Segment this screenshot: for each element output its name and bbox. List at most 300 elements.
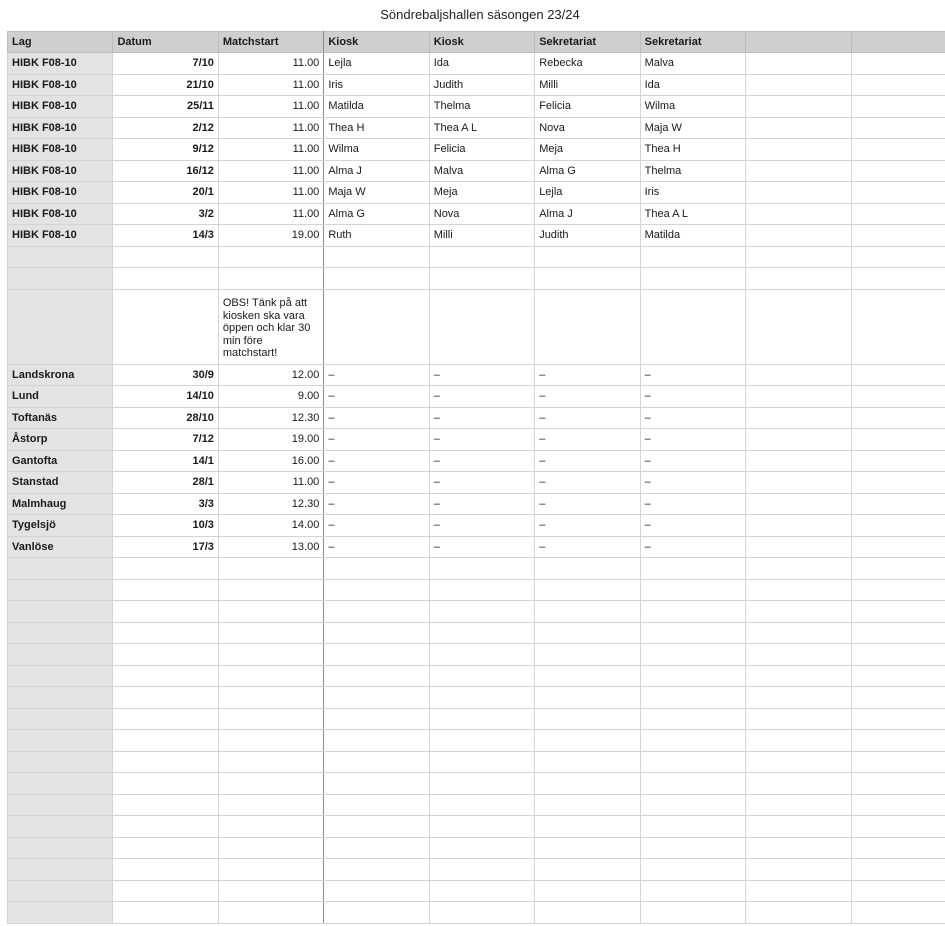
cell-datum[interactable]: 28/1: [113, 472, 218, 494]
cell-empty[interactable]: [535, 558, 640, 580]
cell-empty[interactable]: [113, 708, 218, 730]
cell-kiosk[interactable]: Thea A L: [429, 117, 534, 139]
cell-empty[interactable]: [851, 880, 945, 902]
note-cell[interactable]: OBS! Tänk på att kiosken ska vara öppen och klar 30 min före matchstart!: [218, 289, 323, 364]
cell-matchstart[interactable]: 16.00: [218, 450, 323, 472]
cell-lag[interactable]: [8, 601, 113, 623]
cell-sekretariat[interactable]: Lejla: [535, 182, 640, 204]
header-cell[interactable]: Datum: [113, 32, 218, 53]
header-cell[interactable]: Lag: [8, 32, 113, 53]
cell-kiosk[interactable]: –: [324, 364, 429, 386]
cell-empty[interactable]: [851, 289, 945, 364]
cell-empty[interactable]: [113, 859, 218, 881]
cell-kiosk[interactable]: Milli: [429, 225, 534, 247]
cell-empty[interactable]: [640, 601, 745, 623]
cell-empty[interactable]: [746, 139, 851, 161]
cell-kiosk[interactable]: –: [324, 536, 429, 558]
cell-matchstart[interactable]: 14.00: [218, 515, 323, 537]
cell-kiosk[interactable]: –: [324, 472, 429, 494]
cell-empty[interactable]: [429, 622, 534, 644]
cell-empty[interactable]: [640, 579, 745, 601]
cell-empty[interactable]: [113, 687, 218, 709]
cell-empty[interactable]: [429, 708, 534, 730]
cell-empty[interactable]: [640, 859, 745, 881]
cell-lag[interactable]: [8, 687, 113, 709]
cell-lag[interactable]: [8, 816, 113, 838]
cell-empty[interactable]: [746, 160, 851, 182]
cell-empty[interactable]: [324, 622, 429, 644]
cell-sekretariat[interactable]: –: [640, 515, 745, 537]
cell-empty[interactable]: [851, 386, 945, 408]
cell-empty[interactable]: [746, 601, 851, 623]
cell-empty[interactable]: [324, 773, 429, 795]
cell-sekretariat[interactable]: Malva: [640, 53, 745, 75]
cell-empty[interactable]: [218, 558, 323, 580]
cell-empty[interactable]: [851, 730, 945, 752]
cell-lag[interactable]: HIBK F08-10: [8, 139, 113, 161]
cell-datum[interactable]: 14/1: [113, 450, 218, 472]
cell-lag[interactable]: [8, 665, 113, 687]
cell-lag[interactable]: [8, 773, 113, 795]
cell-lag[interactable]: [8, 880, 113, 902]
cell-empty[interactable]: [324, 859, 429, 881]
cell-empty[interactable]: [113, 289, 218, 364]
cell-empty[interactable]: [851, 708, 945, 730]
cell-kiosk[interactable]: –: [324, 450, 429, 472]
cell-empty[interactable]: [535, 644, 640, 666]
cell-empty[interactable]: [113, 794, 218, 816]
cell-empty[interactable]: [324, 880, 429, 902]
cell-empty[interactable]: [218, 773, 323, 795]
cell-empty[interactable]: [218, 837, 323, 859]
cell-empty[interactable]: [113, 837, 218, 859]
cell-empty[interactable]: [640, 730, 745, 752]
cell-matchstart[interactable]: 11.00: [218, 203, 323, 225]
cell-empty[interactable]: [640, 773, 745, 795]
cell-kiosk[interactable]: Matilda: [324, 96, 429, 118]
cell-empty[interactable]: [851, 53, 945, 75]
cell-matchstart[interactable]: 11.00: [218, 53, 323, 75]
cell-lag[interactable]: [8, 289, 113, 364]
cell-empty[interactable]: [746, 96, 851, 118]
cell-empty[interactable]: [113, 773, 218, 795]
header-cell[interactable]: Kiosk: [429, 32, 534, 53]
cell-sekretariat[interactable]: –: [535, 429, 640, 451]
cell-empty[interactable]: [746, 859, 851, 881]
cell-empty[interactable]: [851, 579, 945, 601]
cell-empty[interactable]: [429, 773, 534, 795]
cell-kiosk[interactable]: –: [324, 407, 429, 429]
cell-sekretariat[interactable]: Ida: [640, 74, 745, 96]
cell-empty[interactable]: [851, 558, 945, 580]
cell-kiosk[interactable]: –: [429, 429, 534, 451]
cell-sekretariat[interactable]: Alma G: [535, 160, 640, 182]
cell-sekretariat[interactable]: –: [640, 493, 745, 515]
cell-sekretariat[interactable]: –: [640, 450, 745, 472]
cell-lag[interactable]: [8, 246, 113, 268]
cell-sekretariat[interactable]: –: [640, 386, 745, 408]
cell-empty[interactable]: [429, 289, 534, 364]
cell-empty[interactable]: [535, 579, 640, 601]
cell-empty[interactable]: [851, 429, 945, 451]
cell-kiosk[interactable]: Ida: [429, 53, 534, 75]
cell-lag[interactable]: [8, 708, 113, 730]
cell-datum[interactable]: 25/11: [113, 96, 218, 118]
cell-empty[interactable]: [113, 902, 218, 924]
cell-kiosk[interactable]: Ruth: [324, 225, 429, 247]
cell-lag[interactable]: [8, 268, 113, 290]
cell-empty[interactable]: [218, 751, 323, 773]
cell-empty[interactable]: [746, 450, 851, 472]
cell-empty[interactable]: [746, 644, 851, 666]
cell-empty[interactable]: [113, 730, 218, 752]
cell-sekretariat[interactable]: –: [535, 364, 640, 386]
cell-empty[interactable]: [218, 859, 323, 881]
cell-lag[interactable]: Tygelsjö: [8, 515, 113, 537]
cell-sekretariat[interactable]: –: [535, 472, 640, 494]
cell-empty[interactable]: [113, 751, 218, 773]
cell-sekretariat[interactable]: –: [640, 536, 745, 558]
cell-empty[interactable]: [851, 246, 945, 268]
cell-matchstart[interactable]: 11.00: [218, 74, 323, 96]
cell-kiosk[interactable]: Meja: [429, 182, 534, 204]
cell-datum[interactable]: 21/10: [113, 74, 218, 96]
cell-empty[interactable]: [324, 601, 429, 623]
cell-empty[interactable]: [851, 225, 945, 247]
cell-empty[interactable]: [218, 687, 323, 709]
cell-matchstart[interactable]: 11.00: [218, 182, 323, 204]
cell-empty[interactable]: [746, 182, 851, 204]
cell-empty[interactable]: [851, 837, 945, 859]
cell-matchstart[interactable]: 11.00: [218, 472, 323, 494]
cell-kiosk[interactable]: –: [429, 515, 534, 537]
cell-empty[interactable]: [851, 859, 945, 881]
cell-kiosk[interactable]: Thea H: [324, 117, 429, 139]
cell-matchstart[interactable]: 12.00: [218, 364, 323, 386]
cell-kiosk[interactable]: Alma J: [324, 160, 429, 182]
cell-kiosk[interactable]: Thelma: [429, 96, 534, 118]
cell-empty[interactable]: [324, 794, 429, 816]
cell-empty[interactable]: [535, 773, 640, 795]
cell-empty[interactable]: [429, 730, 534, 752]
cell-datum[interactable]: 3/2: [113, 203, 218, 225]
cell-empty[interactable]: [851, 407, 945, 429]
cell-empty[interactable]: [535, 687, 640, 709]
cell-empty[interactable]: [113, 268, 218, 290]
cell-empty[interactable]: [746, 74, 851, 96]
cell-kiosk[interactable]: Nova: [429, 203, 534, 225]
cell-empty[interactable]: [851, 450, 945, 472]
cell-sekretariat[interactable]: –: [535, 386, 640, 408]
cell-datum[interactable]: 10/3: [113, 515, 218, 537]
cell-sekretariat[interactable]: Judith: [535, 225, 640, 247]
cell-sekretariat[interactable]: –: [640, 407, 745, 429]
cell-empty[interactable]: [324, 751, 429, 773]
cell-empty[interactable]: [640, 558, 745, 580]
cell-empty[interactable]: [746, 902, 851, 924]
cell-datum[interactable]: 14/10: [113, 386, 218, 408]
cell-empty[interactable]: [218, 880, 323, 902]
cell-empty[interactable]: [113, 558, 218, 580]
cell-empty[interactable]: [746, 289, 851, 364]
cell-matchstart[interactable]: 11.00: [218, 96, 323, 118]
cell-empty[interactable]: [640, 880, 745, 902]
cell-empty[interactable]: [746, 429, 851, 451]
cell-empty[interactable]: [851, 644, 945, 666]
cell-sekretariat[interactable]: –: [640, 429, 745, 451]
cell-lag[interactable]: [8, 837, 113, 859]
cell-sekretariat[interactable]: Iris: [640, 182, 745, 204]
cell-empty[interactable]: [218, 794, 323, 816]
cell-empty[interactable]: [113, 579, 218, 601]
cell-empty[interactable]: [746, 622, 851, 644]
cell-lag[interactable]: [8, 751, 113, 773]
cell-matchstart[interactable]: 19.00: [218, 429, 323, 451]
cell-empty[interactable]: [746, 246, 851, 268]
cell-empty[interactable]: [113, 246, 218, 268]
cell-kiosk[interactable]: –: [429, 536, 534, 558]
cell-matchstart[interactable]: 19.00: [218, 225, 323, 247]
cell-lag[interactable]: [8, 859, 113, 881]
cell-empty[interactable]: [429, 246, 534, 268]
cell-lag[interactable]: Malmhaug: [8, 493, 113, 515]
cell-empty[interactable]: [851, 74, 945, 96]
cell-empty[interactable]: [640, 837, 745, 859]
cell-kiosk[interactable]: Alma G: [324, 203, 429, 225]
cell-empty[interactable]: [746, 268, 851, 290]
cell-lag[interactable]: Lund: [8, 386, 113, 408]
cell-empty[interactable]: [429, 268, 534, 290]
cell-empty[interactable]: [324, 644, 429, 666]
cell-empty[interactable]: [218, 665, 323, 687]
cell-empty[interactable]: [746, 493, 851, 515]
cell-lag[interactable]: [8, 644, 113, 666]
cell-empty[interactable]: [218, 902, 323, 924]
cell-sekretariat[interactable]: Rebecka: [535, 53, 640, 75]
cell-empty[interactable]: [113, 601, 218, 623]
cell-empty[interactable]: [746, 665, 851, 687]
cell-empty[interactable]: [429, 558, 534, 580]
cell-empty[interactable]: [746, 816, 851, 838]
cell-empty[interactable]: [324, 268, 429, 290]
header-cell[interactable]: Kiosk: [324, 32, 429, 53]
cell-empty[interactable]: [324, 816, 429, 838]
cell-empty[interactable]: [640, 644, 745, 666]
cell-empty[interactable]: [851, 268, 945, 290]
cell-empty[interactable]: [324, 665, 429, 687]
cell-empty[interactable]: [429, 665, 534, 687]
cell-empty[interactable]: [324, 558, 429, 580]
cell-empty[interactable]: [851, 794, 945, 816]
cell-lag[interactable]: [8, 579, 113, 601]
cell-empty[interactable]: [746, 203, 851, 225]
cell-matchstart[interactable]: 12.30: [218, 493, 323, 515]
cell-empty[interactable]: [746, 837, 851, 859]
cell-empty[interactable]: [429, 859, 534, 881]
cell-kiosk[interactable]: –: [324, 515, 429, 537]
cell-empty[interactable]: [746, 53, 851, 75]
cell-empty[interactable]: [640, 665, 745, 687]
cell-empty[interactable]: [218, 268, 323, 290]
cell-empty[interactable]: [535, 708, 640, 730]
cell-empty[interactable]: [113, 644, 218, 666]
cell-lag[interactable]: HIBK F08-10: [8, 96, 113, 118]
cell-empty[interactable]: [535, 902, 640, 924]
cell-empty[interactable]: [429, 601, 534, 623]
cell-empty[interactable]: [851, 160, 945, 182]
header-cell[interactable]: Matchstart: [218, 32, 323, 53]
cell-empty[interactable]: [851, 96, 945, 118]
cell-sekretariat[interactable]: Matilda: [640, 225, 745, 247]
cell-lag[interactable]: HIBK F08-10: [8, 74, 113, 96]
cell-lag[interactable]: Gantofta: [8, 450, 113, 472]
header-cell[interactable]: [746, 32, 851, 53]
cell-empty[interactable]: [746, 579, 851, 601]
cell-empty[interactable]: [218, 644, 323, 666]
cell-empty[interactable]: [746, 880, 851, 902]
cell-empty[interactable]: [851, 472, 945, 494]
cell-empty[interactable]: [746, 472, 851, 494]
cell-empty[interactable]: [746, 751, 851, 773]
cell-empty[interactable]: [535, 880, 640, 902]
cell-kiosk[interactable]: –: [429, 386, 534, 408]
header-cell[interactable]: Sekretariat: [535, 32, 640, 53]
cell-sekretariat[interactable]: Meja: [535, 139, 640, 161]
cell-empty[interactable]: [218, 708, 323, 730]
cell-kiosk[interactable]: Judith: [429, 74, 534, 96]
cell-empty[interactable]: [429, 644, 534, 666]
cell-empty[interactable]: [324, 837, 429, 859]
cell-kiosk[interactable]: –: [324, 493, 429, 515]
cell-empty[interactable]: [746, 794, 851, 816]
cell-sekretariat[interactable]: Alma J: [535, 203, 640, 225]
cell-datum[interactable]: 28/10: [113, 407, 218, 429]
cell-empty[interactable]: [851, 902, 945, 924]
cell-empty[interactable]: [640, 708, 745, 730]
cell-empty[interactable]: [113, 816, 218, 838]
cell-lag[interactable]: [8, 902, 113, 924]
cell-empty[interactable]: [535, 246, 640, 268]
cell-lag[interactable]: HIBK F08-10: [8, 225, 113, 247]
cell-datum[interactable]: 7/12: [113, 429, 218, 451]
cell-empty[interactable]: [324, 730, 429, 752]
cell-empty[interactable]: [851, 751, 945, 773]
cell-sekretariat[interactable]: Felicia: [535, 96, 640, 118]
cell-empty[interactable]: [429, 794, 534, 816]
cell-empty[interactable]: [851, 687, 945, 709]
cell-empty[interactable]: [746, 773, 851, 795]
cell-empty[interactable]: [640, 687, 745, 709]
cell-lag[interactable]: Toftanäs: [8, 407, 113, 429]
cell-empty[interactable]: [851, 665, 945, 687]
cell-empty[interactable]: [746, 730, 851, 752]
cell-empty[interactable]: [851, 364, 945, 386]
cell-empty[interactable]: [640, 902, 745, 924]
cell-sekretariat[interactable]: Milli: [535, 74, 640, 96]
cell-matchstart[interactable]: 11.00: [218, 160, 323, 182]
cell-sekretariat[interactable]: –: [535, 493, 640, 515]
cell-sekretariat[interactable]: Thelma: [640, 160, 745, 182]
cell-empty[interactable]: [113, 665, 218, 687]
cell-matchstart[interactable]: 13.00: [218, 536, 323, 558]
cell-kiosk[interactable]: –: [429, 364, 534, 386]
cell-empty[interactable]: [746, 515, 851, 537]
cell-empty[interactable]: [218, 816, 323, 838]
cell-empty[interactable]: [429, 751, 534, 773]
cell-empty[interactable]: [851, 622, 945, 644]
cell-lag[interactable]: HIBK F08-10: [8, 117, 113, 139]
cell-empty[interactable]: [640, 246, 745, 268]
cell-matchstart[interactable]: 11.00: [218, 117, 323, 139]
cell-empty[interactable]: [640, 751, 745, 773]
cell-sekretariat[interactable]: Thea H: [640, 139, 745, 161]
cell-empty[interactable]: [851, 773, 945, 795]
cell-empty[interactable]: [324, 902, 429, 924]
cell-sekretariat[interactable]: –: [535, 450, 640, 472]
cell-kiosk[interactable]: Felicia: [429, 139, 534, 161]
cell-empty[interactable]: [429, 687, 534, 709]
cell-empty[interactable]: [218, 622, 323, 644]
cell-lag[interactable]: [8, 622, 113, 644]
cell-empty[interactable]: [218, 246, 323, 268]
cell-empty[interactable]: [535, 794, 640, 816]
cell-matchstart[interactable]: 11.00: [218, 139, 323, 161]
cell-lag[interactable]: [8, 730, 113, 752]
cell-sekretariat[interactable]: Maja W: [640, 117, 745, 139]
cell-empty[interactable]: [851, 493, 945, 515]
cell-empty[interactable]: [640, 794, 745, 816]
cell-lag[interactable]: [8, 794, 113, 816]
cell-empty[interactable]: [324, 579, 429, 601]
cell-empty[interactable]: [535, 751, 640, 773]
cell-kiosk[interactable]: –: [429, 450, 534, 472]
cell-datum[interactable]: 16/12: [113, 160, 218, 182]
cell-kiosk[interactable]: Lejla: [324, 53, 429, 75]
cell-kiosk[interactable]: Malva: [429, 160, 534, 182]
cell-matchstart[interactable]: 12.30: [218, 407, 323, 429]
cell-lag[interactable]: [8, 558, 113, 580]
cell-empty[interactable]: [851, 816, 945, 838]
cell-empty[interactable]: [746, 708, 851, 730]
cell-empty[interactable]: [851, 601, 945, 623]
cell-datum[interactable]: 9/12: [113, 139, 218, 161]
cell-empty[interactable]: [851, 515, 945, 537]
cell-empty[interactable]: [324, 687, 429, 709]
cell-empty[interactable]: [429, 902, 534, 924]
cell-empty[interactable]: [851, 139, 945, 161]
cell-sekretariat[interactable]: –: [640, 364, 745, 386]
cell-empty[interactable]: [324, 708, 429, 730]
cell-empty[interactable]: [218, 579, 323, 601]
cell-datum[interactable]: 20/1: [113, 182, 218, 204]
cell-empty[interactable]: [535, 289, 640, 364]
cell-empty[interactable]: [324, 246, 429, 268]
cell-empty[interactable]: [218, 730, 323, 752]
cell-kiosk[interactable]: Iris: [324, 74, 429, 96]
cell-lag[interactable]: HIBK F08-10: [8, 203, 113, 225]
cell-lag[interactable]: Landskrona: [8, 364, 113, 386]
header-cell[interactable]: Sekretariat: [640, 32, 745, 53]
cell-sekretariat[interactable]: –: [535, 407, 640, 429]
cell-empty[interactable]: [851, 117, 945, 139]
cell-empty[interactable]: [429, 880, 534, 902]
cell-kiosk[interactable]: –: [429, 407, 534, 429]
cell-datum[interactable]: 2/12: [113, 117, 218, 139]
cell-empty[interactable]: [324, 289, 429, 364]
cell-sekretariat[interactable]: –: [640, 472, 745, 494]
cell-empty[interactable]: [535, 730, 640, 752]
cell-lag[interactable]: HIBK F08-10: [8, 53, 113, 75]
